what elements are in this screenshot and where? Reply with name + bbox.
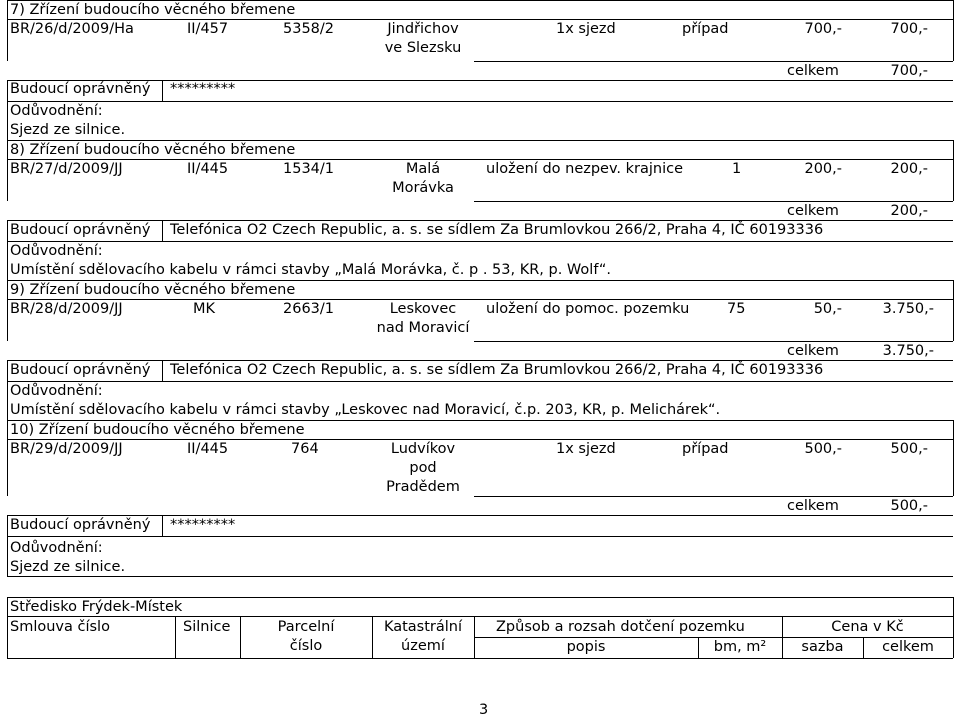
s9-method: uložení do pomoc. pozemku <box>486 301 690 317</box>
s9-total-label: celkem <box>787 343 839 359</box>
s9-justification: Umístění sdělovacího kabelu v rámci stavby „Leskovec nad Moravicí, č.p. 203, KR, p. Melichárek“. <box>10 402 721 418</box>
s8-heading: 8) Zřízení budoucího věcného břemene <box>10 142 296 158</box>
s10-cadastral-area-line3: Pradědem <box>386 479 460 495</box>
col-parcel-header-line1: Parcelní <box>277 619 335 635</box>
s10-total-value: 500,- <box>890 498 928 514</box>
col-description-header: popis <box>566 639 606 655</box>
s7-cadastral-area-line1: Jindřichov <box>387 21 459 37</box>
s10-contract-number: BR/29/d/2009/JJ <box>10 441 123 457</box>
s9-beneficiary: Telefónica O2 Czech Republic, a. s. se sídlem Za Brumlovkou 266/2, Praha 4, IČ 60193336 <box>170 362 824 378</box>
s7-unit: případ <box>682 21 729 37</box>
col-method-header: Způsob a rozsah dotčení pozemku <box>496 619 745 635</box>
col-area-header-line2: území <box>401 638 445 654</box>
col-price-header: Cena v Kč <box>831 619 904 635</box>
s9-parcel: 2663/1 <box>283 301 335 317</box>
s9-road: MK <box>193 301 216 317</box>
s8-cadastral-area-line1: Malá <box>405 161 441 177</box>
s7-cadastral-area-line2: ve Slezsku <box>384 40 462 56</box>
s8-contract-number: BR/27/d/2009/JJ <box>10 161 123 177</box>
s7-contract-number: BR/26/d/2009/Ha <box>10 21 134 37</box>
s10-cadastral-area-line2: pod <box>409 460 437 476</box>
s7-total-label: celkem <box>787 63 839 79</box>
s8-rate: 200,- <box>804 161 842 177</box>
s10-justification: Sjezd ze silnice. <box>10 559 126 575</box>
center-title: Středisko Frýdek-Místek <box>10 599 183 615</box>
s7-total-value: 700,- <box>890 63 928 79</box>
s10-road: II/445 <box>187 441 229 457</box>
s8-justification: Umístění sdělovacího kabelu v rámci stavby „Malá Morávka, č. p . 53, KR, p. Wolf“. <box>10 262 611 278</box>
s7-beneficiary: ********* <box>170 81 236 97</box>
s10-total: 500,- <box>890 441 928 457</box>
s9-total: 3.750,- <box>882 301 934 317</box>
s10-heading: 10) Zřízení budoucího věcného břemene <box>10 422 305 438</box>
s8-justification-label: Odůvodnění: <box>10 243 103 259</box>
s7-parcel: 5358/2 <box>283 21 335 37</box>
s7-rate: 700,- <box>804 21 842 37</box>
col-road-header: Silnice <box>183 619 231 635</box>
s8-quantity: 1 <box>732 161 742 177</box>
col-rate-header: sazba <box>801 639 844 655</box>
s10-rate: 500,- <box>804 441 842 457</box>
s8-total-value: 200,- <box>890 203 928 219</box>
s10-unit: případ <box>682 441 729 457</box>
s7-heading: 7) Zřízení budoucího věcného břemene <box>10 2 296 18</box>
s9-rate: 50,- <box>813 301 842 317</box>
col-total-header: celkem <box>882 639 934 655</box>
s9-total-value: 3.750,- <box>882 343 934 359</box>
col-unit-header: bm, m² <box>713 639 767 655</box>
s8-cadastral-area-line2: Morávka <box>392 180 454 196</box>
s7-total: 700,- <box>890 21 928 37</box>
s8-beneficiary: Telefónica O2 Czech Republic, a. s. se sídlem Za Brumlovkou 266/2, Praha 4, IČ 60193336 <box>170 222 824 238</box>
s10-total-label: celkem <box>787 498 839 514</box>
s8-beneficiary-label: Budoucí oprávněný <box>10 222 151 238</box>
s8-total-label: celkem <box>787 203 839 219</box>
s10-justification-label: Odůvodnění: <box>10 540 103 556</box>
s9-cadastral-area-line1: Leskovec <box>389 301 457 317</box>
s9-justification-label: Odůvodnění: <box>10 383 103 399</box>
s9-contract-number: BR/28/d/2009/JJ <box>10 301 123 317</box>
s8-method: uložení do nezpev. krajnice <box>486 161 684 177</box>
s10-beneficiary: ********* <box>170 517 236 533</box>
s10-parcel: 764 <box>291 441 319 457</box>
s7-justification-label: Odůvodnění: <box>10 103 103 119</box>
s9-quantity: 75 <box>727 301 746 317</box>
s7-road: II/457 <box>187 21 229 37</box>
s7-beneficiary-label: Budoucí oprávněný <box>10 81 151 97</box>
s8-parcel: 1534/1 <box>283 161 335 177</box>
s7-justification: Sjezd ze silnice. <box>10 122 126 138</box>
s9-beneficiary-label: Budoucí oprávněný <box>10 362 151 378</box>
s10-beneficiary-label: Budoucí oprávněný <box>10 517 151 533</box>
s10-method: 1x sjezd <box>556 441 616 457</box>
s9-cadastral-area-line2: nad Moravicí <box>376 320 470 336</box>
s9-heading: 9) Zřízení budoucího věcného břemene <box>10 282 296 298</box>
s8-road: II/445 <box>187 161 229 177</box>
s7-method: 1x sjezd <box>556 21 616 37</box>
col-area-header-line1: Katastrální <box>383 619 463 635</box>
s10-cadastral-area-line1: Ludvíkov <box>390 441 456 457</box>
col-parcel-header-line2: číslo <box>289 638 323 654</box>
col-contract-header: Smlouva číslo <box>10 619 110 635</box>
s8-total: 200,- <box>890 161 928 177</box>
page-number: 3 <box>479 702 489 718</box>
